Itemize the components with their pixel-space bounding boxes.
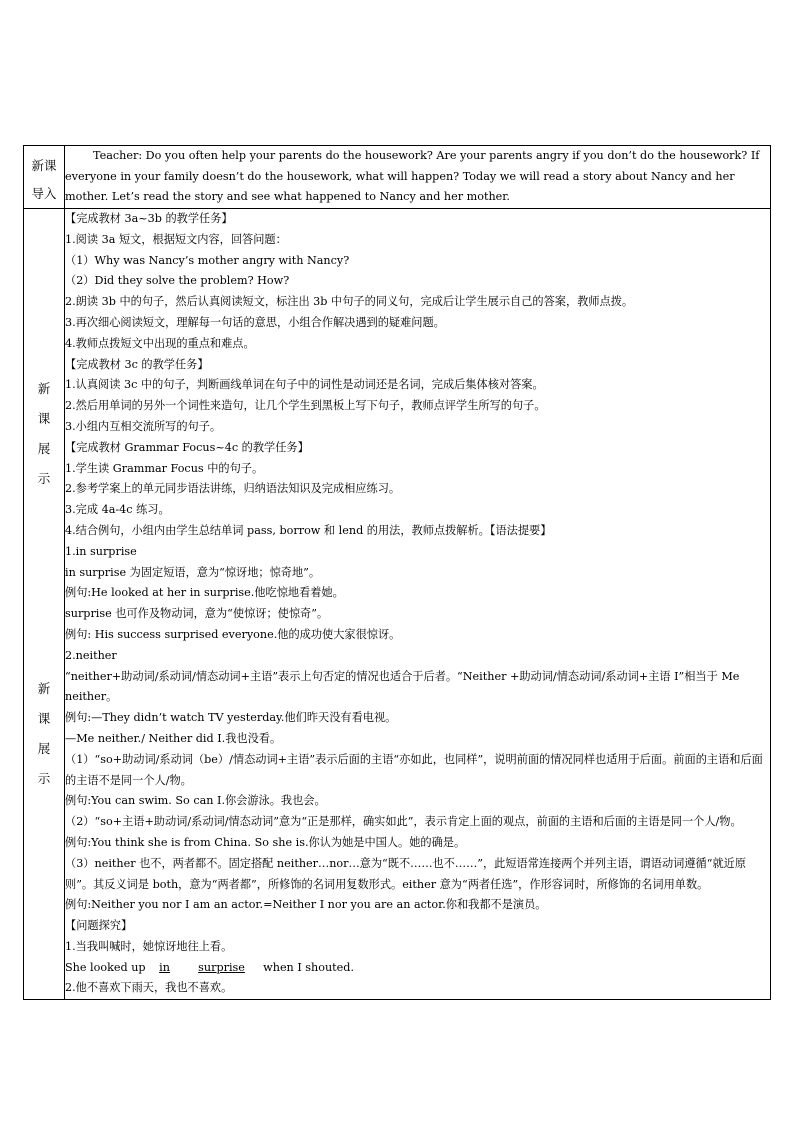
- content-line: 1.阅读 3a 短文，根据短文内容，回答问题：: [65, 232, 287, 246]
- content-line: 例句:You can swim. So can I.你会游泳。我也会。: [65, 794, 326, 808]
- exercise-suffix: when I shouted.: [263, 960, 355, 974]
- content-line: 3.小组内互相交流所写的句子。: [65, 419, 222, 433]
- content-line: 【完成教材 Grammar Focus~4c 的教学任务】: [65, 440, 309, 454]
- show-row: [24, 209, 771, 1000]
- content-line: surprise 也可作及物动词，意为“使惊讶；使惊奇”。: [65, 607, 329, 621]
- lesson-table: [23, 145, 771, 1000]
- content-line: 例句:He looked at her in surprise.他吃惊地看着她。: [65, 586, 344, 600]
- content-line: 例句:—They didn’t watch TV yesterday.他们昨天没有看电视。: [65, 711, 397, 725]
- content-line: 【完成教材 3c 的教学任务】: [65, 357, 209, 371]
- content-line: 2.然后用单词的另外一个词性来造句，让几个学生到黑板上写下句子，教师点评学生所写的句子。: [65, 399, 546, 413]
- content-line: 1.学生读 Grammar Focus 中的句子。: [65, 461, 264, 475]
- show-content-cell: [65, 209, 771, 1000]
- content-line: —Me neither./ Neither did I.我也没看。: [65, 731, 282, 745]
- show-lines: [65, 209, 770, 958]
- content-line: （2）Did they solve the problem? How?: [65, 274, 290, 288]
- content-line: 【完成教材 3a~3b 的教学任务】: [65, 212, 233, 225]
- content-line: 例句: His success surprised everyone.他的成功使大家很惊讶。: [65, 627, 401, 641]
- content-line: 4.结合例句，小组内由学生总结单词 pass, borrow 和 lend 的用法，教师点拨解析。【语法提要】: [65, 523, 552, 537]
- intro-content-cell: [65, 146, 771, 209]
- content-line: 3.完成 4a-4c 练习。: [65, 503, 170, 517]
- exercise-blank-2: surprise: [198, 960, 245, 974]
- content-line: （2）“so+主语+助动词/系动词/情态动词”意为“正是那样，确实如此”，表示肯定上面的观点，前面的主语和后面的主语是同一个人/物。: [65, 815, 742, 829]
- show-label-cell: [24, 209, 65, 1000]
- intro-label-line: 导入: [31, 186, 57, 201]
- content-line: 3.再次细心阅读短文，理解每一句话的意思，小组合作解决遇到的疑难问题。: [65, 315, 445, 329]
- content-line: 4.教师点拨短文中出现的重点和难点。: [65, 336, 255, 350]
- show-label-char: 示: [37, 471, 51, 486]
- last-line: 2.他不喜欢下雨天，我也不喜欢。: [65, 981, 233, 995]
- content-line: （1）“so+助动词/系动词（be）/情态动词+主语”表示后面的主语“亦如此，也同样”，说明前面的情况同样也适用于后面。前面的主语和后面的主语不是同一个人/物。: [65, 752, 763, 787]
- intro-label-cell: [24, 146, 65, 209]
- content-line: （1）Why was Nancy’s mother angry with Nancy?: [65, 253, 350, 267]
- intro-label-line: 新课: [31, 158, 57, 173]
- show-label-char: 新: [37, 381, 51, 396]
- show-label-char: 新: [37, 681, 51, 696]
- exercise-prefix: She looked up: [65, 960, 150, 974]
- show-label-char: 课: [37, 411, 51, 426]
- intro-text: Teacher: Do you often help your parents do the housework? Are your parents angry if you don’t do the housework? If everyone in your family doesn’t do the housework, what will happen? Today we will read a story about Nancy and her mother. Let’s read the story and see what happened to Nancy and her mother.: [65, 149, 760, 203]
- content-line: 【问题探究】: [65, 919, 133, 933]
- content-line: 2.朗读 3b 中的句子，然后认真阅读短文，标注出 3b 中句子的同义句，完成后让学生展示自己的答案，教师点拨。: [65, 295, 634, 309]
- content-line: 1.认真阅读 3c 中的句子，判断画线单词在句子中的词性是动词还是名词，完成后集体核对答案。: [65, 378, 544, 392]
- content-line: 1.当我叫喊时，她惊讶地往上看。: [65, 939, 233, 953]
- content-line: 1.in surprise: [65, 544, 137, 558]
- content-line: 例句:You think she is from China. So she is.你认为她是中国人。她的确是。: [65, 835, 466, 849]
- exercise-blank-1: in: [159, 960, 170, 974]
- show-label-char: 课: [37, 711, 51, 726]
- show-label-char: 展: [37, 741, 51, 756]
- content-line: （3）neither 也不，两者都不。固定搭配 neither…nor…意为“既不……也不……”，此短语常连接两个并列主语，谓语动词遵循“就近原则”。其反义词是 both，意为“两者都”，所修饰的名词用复数形式。either 意为“两者任选”，作形容词时，所修饰的名词用单数。: [65, 856, 747, 891]
- content-line: 例句:Neither you nor I am an actor.=Neither I nor you are an actor.你和我都不是演员。: [65, 898, 547, 912]
- show-label-char: 示: [37, 771, 51, 786]
- content-line: “neither+助动词/系动词/情态动词+主语”表示上句否定的情况也适合于后者。“Neither +助动词/情态动词/系动词+主语 I”相当于 Me neither。: [65, 669, 740, 704]
- content-line: in surprise 为固定短语，意为“惊讶地；惊奇地”。: [65, 565, 321, 579]
- show-label-char: 展: [37, 441, 51, 456]
- exercise-line: [65, 958, 770, 979]
- content-line: 2.参考学案上的单元同步语法讲练，归纳语法知识及完成相应练习。: [65, 482, 401, 496]
- content-line: 2.neither: [65, 648, 117, 662]
- intro-row: [24, 146, 771, 209]
